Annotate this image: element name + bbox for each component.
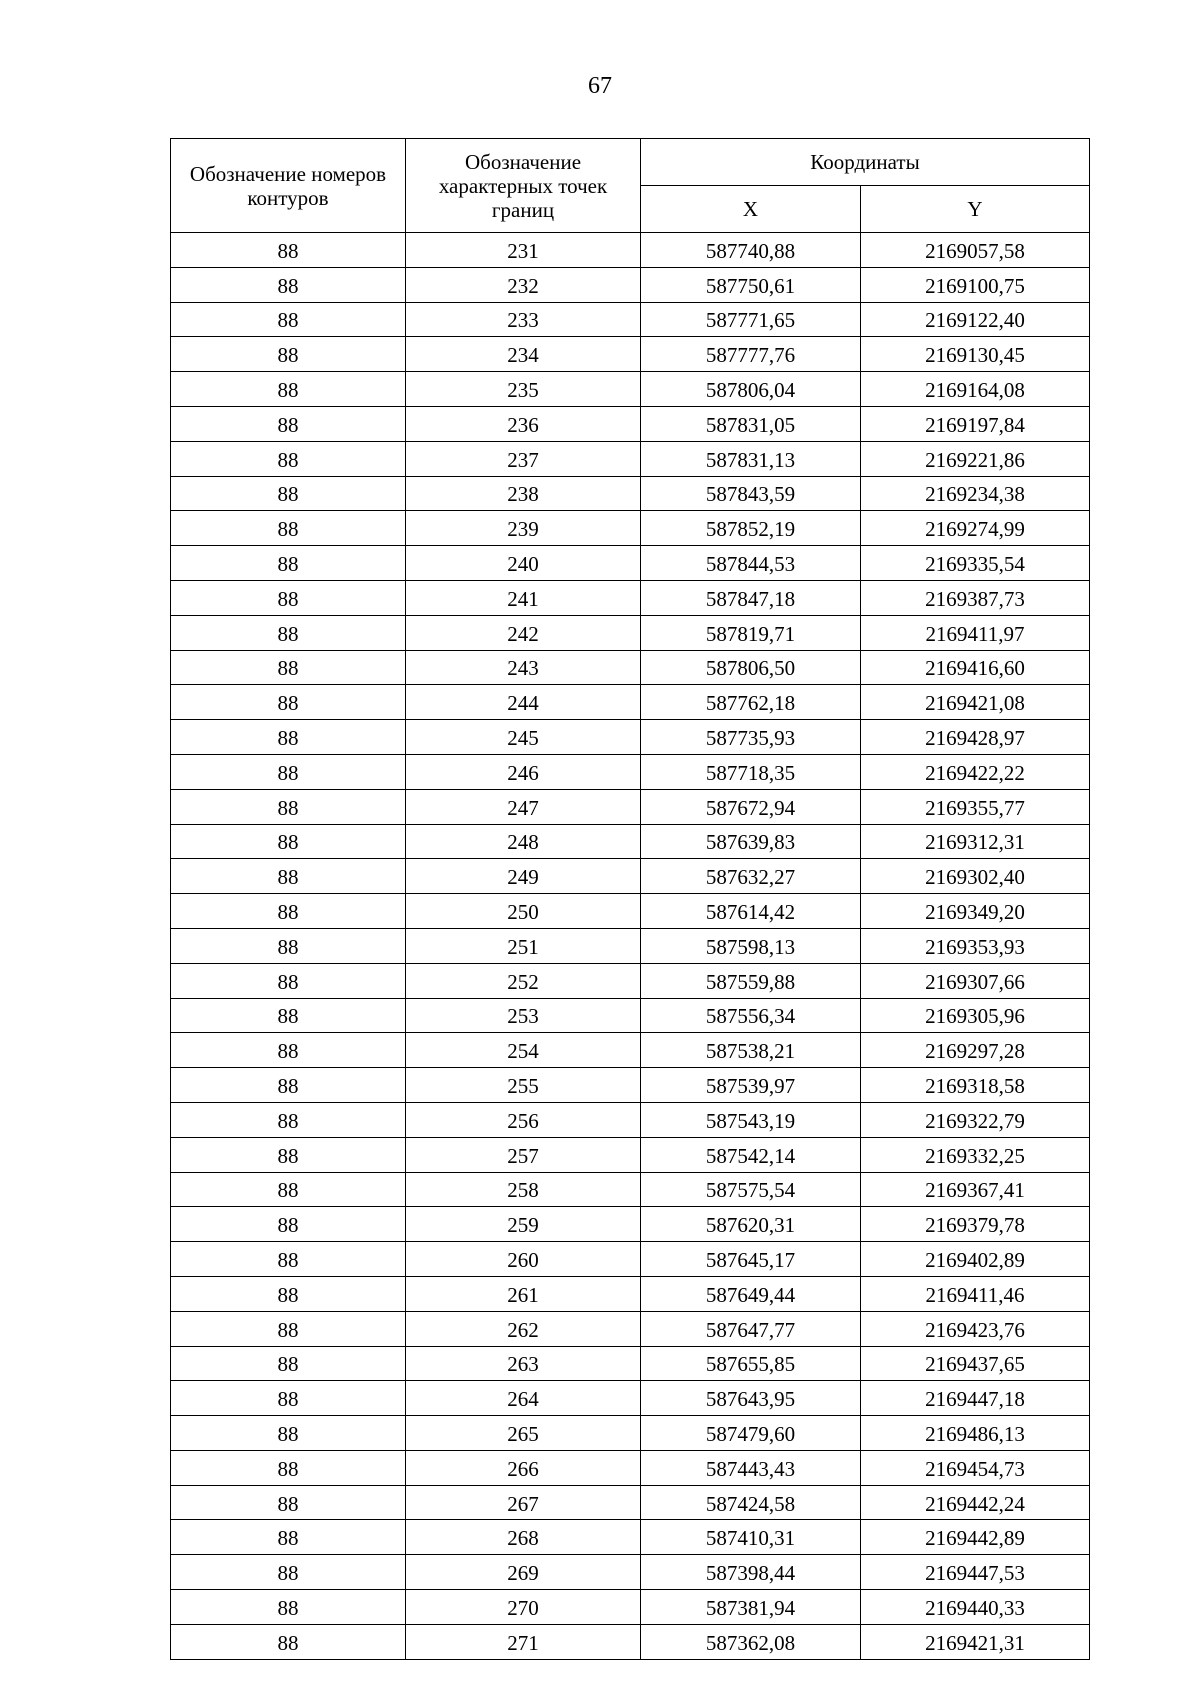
cell-contour: 88: [171, 859, 406, 894]
table-row: [171, 546, 1090, 581]
cell-y: 2169422,22: [861, 754, 1090, 789]
cell-x: 587643,95: [641, 1381, 861, 1416]
cell-y: 2169100,75: [861, 267, 1090, 302]
cell-y: 2169421,08: [861, 685, 1090, 720]
cell-point: 253: [406, 998, 641, 1033]
cell-point: 245: [406, 720, 641, 755]
table-row: [171, 963, 1090, 998]
table-row: [171, 1068, 1090, 1103]
cell-point: 260: [406, 1242, 641, 1277]
cell-contour: 88: [171, 337, 406, 372]
table-row: [171, 267, 1090, 302]
cell-point: 265: [406, 1416, 641, 1451]
cell-x: 587632,27: [641, 859, 861, 894]
table-row: [171, 859, 1090, 894]
cell-contour: 88: [171, 754, 406, 789]
cell-x: 587735,93: [641, 720, 861, 755]
cell-x: 587410,31: [641, 1520, 861, 1555]
cell-y: 2169312,31: [861, 824, 1090, 859]
cell-y: 2169355,77: [861, 789, 1090, 824]
cell-contour: 88: [171, 372, 406, 407]
cell-x: 587539,97: [641, 1068, 861, 1103]
cell-x: 587831,05: [641, 406, 861, 441]
cell-y: 2169318,58: [861, 1068, 1090, 1103]
cell-x: 587614,42: [641, 894, 861, 929]
cell-contour: 88: [171, 894, 406, 929]
cell-point: 264: [406, 1381, 641, 1416]
cell-contour: 88: [171, 824, 406, 859]
cell-x: 587542,14: [641, 1137, 861, 1172]
table-row: [171, 789, 1090, 824]
header-contour: Обозначение номеров контуров: [171, 139, 406, 233]
table-row: [171, 337, 1090, 372]
page-number: 67: [588, 73, 612, 99]
cell-y: 2169335,54: [861, 546, 1090, 581]
cell-point: 241: [406, 580, 641, 615]
cell-point: 255: [406, 1068, 641, 1103]
cell-y: 2169416,60: [861, 650, 1090, 685]
cell-x: 587362,08: [641, 1624, 861, 1659]
table-row: [171, 650, 1090, 685]
cell-contour: 88: [171, 789, 406, 824]
cell-point: 256: [406, 1102, 641, 1137]
cell-contour: 88: [171, 1276, 406, 1311]
cell-contour: 88: [171, 1207, 406, 1242]
cell-y: 2169428,97: [861, 720, 1090, 755]
cell-point: 262: [406, 1311, 641, 1346]
cell-x: 587771,65: [641, 302, 861, 337]
table-row: [171, 580, 1090, 615]
cell-y: 2169057,58: [861, 233, 1090, 268]
table-row: [171, 754, 1090, 789]
header-row: [171, 139, 1090, 186]
table-row: [171, 1346, 1090, 1381]
cell-contour: 88: [171, 1416, 406, 1451]
cell-x: 587538,21: [641, 1033, 861, 1068]
cell-x: 587777,76: [641, 337, 861, 372]
table-row: [171, 1172, 1090, 1207]
cell-y: 2169297,28: [861, 1033, 1090, 1068]
cell-y: 2169447,18: [861, 1381, 1090, 1416]
cell-point: 251: [406, 928, 641, 963]
table-row: [171, 1137, 1090, 1172]
cell-y: 2169387,73: [861, 580, 1090, 615]
cell-point: 248: [406, 824, 641, 859]
cell-x: 587424,58: [641, 1485, 861, 1520]
table-row: [171, 824, 1090, 859]
cell-x: 587762,18: [641, 685, 861, 720]
cell-point: 237: [406, 441, 641, 476]
cell-point: 249: [406, 859, 641, 894]
cell-y: 2169130,45: [861, 337, 1090, 372]
cell-point: 270: [406, 1590, 641, 1625]
cell-contour: 88: [171, 650, 406, 685]
cell-contour: 88: [171, 476, 406, 511]
cell-contour: 88: [171, 1033, 406, 1068]
cell-point: 246: [406, 754, 641, 789]
cell-y: 2169411,97: [861, 615, 1090, 650]
cell-x: 587598,13: [641, 928, 861, 963]
cell-contour: 88: [171, 928, 406, 963]
cell-x: 587556,34: [641, 998, 861, 1033]
cell-contour: 88: [171, 1624, 406, 1659]
cell-x: 587398,44: [641, 1555, 861, 1590]
cell-x: 587740,88: [641, 233, 861, 268]
table-header: [171, 139, 1090, 233]
cell-contour: 88: [171, 720, 406, 755]
cell-contour: 88: [171, 1346, 406, 1381]
cell-contour: 88: [171, 406, 406, 441]
table-row: [171, 1381, 1090, 1416]
cell-x: 587844,53: [641, 546, 861, 581]
cell-y: 2169164,08: [861, 372, 1090, 407]
cell-x: 587381,94: [641, 1590, 861, 1625]
cell-y: 2169322,79: [861, 1102, 1090, 1137]
cell-point: 271: [406, 1624, 641, 1659]
cell-point: 269: [406, 1555, 641, 1590]
table-row: [171, 511, 1090, 546]
cell-y: 2169379,78: [861, 1207, 1090, 1242]
cell-point: 261: [406, 1276, 641, 1311]
cell-point: 257: [406, 1137, 641, 1172]
cell-contour: 88: [171, 1172, 406, 1207]
table-row: [171, 1485, 1090, 1520]
table-row: [171, 1276, 1090, 1311]
cell-y: 2169302,40: [861, 859, 1090, 894]
cell-point: 234: [406, 337, 641, 372]
cell-y: 2169440,33: [861, 1590, 1090, 1625]
cell-y: 2169402,89: [861, 1242, 1090, 1277]
table-row: [171, 1624, 1090, 1659]
cell-x: 587559,88: [641, 963, 861, 998]
cell-y: 2169221,86: [861, 441, 1090, 476]
cell-contour: 88: [171, 1485, 406, 1520]
cell-contour: 88: [171, 302, 406, 337]
table-row: [171, 1590, 1090, 1625]
cell-y: 2169442,24: [861, 1485, 1090, 1520]
cell-point: 267: [406, 1485, 641, 1520]
table-row: [171, 1207, 1090, 1242]
cell-point: 240: [406, 546, 641, 581]
cell-x: 587806,04: [641, 372, 861, 407]
cell-point: 235: [406, 372, 641, 407]
cell-y: 2169349,20: [861, 894, 1090, 929]
table-row: [171, 685, 1090, 720]
cell-contour: 88: [171, 1520, 406, 1555]
table-row: [171, 928, 1090, 963]
table-row: [171, 1416, 1090, 1451]
cell-x: 587575,54: [641, 1172, 861, 1207]
header-coordinates: Координаты: [641, 139, 1090, 186]
cell-contour: 88: [171, 441, 406, 476]
cell-contour: 88: [171, 267, 406, 302]
cell-point: 233: [406, 302, 641, 337]
cell-contour: 88: [171, 1068, 406, 1103]
cell-contour: 88: [171, 1590, 406, 1625]
cell-x: 587649,44: [641, 1276, 861, 1311]
table-row: [171, 1450, 1090, 1485]
cell-x: 587672,94: [641, 789, 861, 824]
table-row: [171, 1311, 1090, 1346]
cell-x: 587718,35: [641, 754, 861, 789]
cell-contour: 88: [171, 1311, 406, 1346]
table-row: [171, 720, 1090, 755]
table-row: [171, 615, 1090, 650]
coordinates-table: [170, 138, 1090, 1660]
cell-y: 2169486,13: [861, 1416, 1090, 1451]
cell-y: 2169274,99: [861, 511, 1090, 546]
cell-y: 2169447,53: [861, 1555, 1090, 1590]
cell-contour: 88: [171, 1450, 406, 1485]
cell-y: 2169421,31: [861, 1624, 1090, 1659]
cell-y: 2169437,65: [861, 1346, 1090, 1381]
cell-point: 236: [406, 406, 641, 441]
cell-x: 587852,19: [641, 511, 861, 546]
table-row: [171, 998, 1090, 1033]
cell-contour: 88: [171, 546, 406, 581]
cell-point: 250: [406, 894, 641, 929]
cell-y: 2169423,76: [861, 1311, 1090, 1346]
table-row: [171, 1520, 1090, 1555]
cell-point: 242: [406, 615, 641, 650]
cell-point: 268: [406, 1520, 641, 1555]
cell-y: 2169411,46: [861, 1276, 1090, 1311]
cell-x: 587645,17: [641, 1242, 861, 1277]
cell-point: 266: [406, 1450, 641, 1485]
table-row: [171, 1242, 1090, 1277]
cell-contour: 88: [171, 963, 406, 998]
cell-point: 238: [406, 476, 641, 511]
header-x: X: [641, 186, 861, 233]
cell-y: 2169197,84: [861, 406, 1090, 441]
table-body: [171, 233, 1090, 1660]
cell-contour: 88: [171, 1242, 406, 1277]
cell-y: 2169353,93: [861, 928, 1090, 963]
table-row: [171, 406, 1090, 441]
cell-x: 587806,50: [641, 650, 861, 685]
cell-x: 587655,85: [641, 1346, 861, 1381]
cell-contour: 88: [171, 233, 406, 268]
cell-point: 247: [406, 789, 641, 824]
cell-x: 587831,13: [641, 441, 861, 476]
cell-y: 2169454,73: [861, 1450, 1090, 1485]
cell-point: 258: [406, 1172, 641, 1207]
cell-x: 587543,19: [641, 1102, 861, 1137]
table-row: [171, 302, 1090, 337]
cell-x: 587819,71: [641, 615, 861, 650]
cell-contour: 88: [171, 580, 406, 615]
cell-point: 259: [406, 1207, 641, 1242]
cell-contour: 88: [171, 615, 406, 650]
table-row: [171, 476, 1090, 511]
cell-contour: 88: [171, 685, 406, 720]
cell-point: 244: [406, 685, 641, 720]
cell-x: 587479,60: [641, 1416, 861, 1451]
table-row: [171, 894, 1090, 929]
cell-contour: 88: [171, 1555, 406, 1590]
cell-point: 263: [406, 1346, 641, 1381]
cell-x: 587443,43: [641, 1450, 861, 1485]
cell-x: 587647,77: [641, 1311, 861, 1346]
header-point: Обозначение характерных точек границ: [406, 139, 641, 233]
cell-contour: 88: [171, 1137, 406, 1172]
table-row: [171, 1555, 1090, 1590]
cell-y: 2169442,89: [861, 1520, 1090, 1555]
table-row: [171, 1033, 1090, 1068]
cell-contour: 88: [171, 1102, 406, 1137]
table-row: [171, 1102, 1090, 1137]
cell-x: 587847,18: [641, 580, 861, 615]
cell-point: 232: [406, 267, 641, 302]
cell-x: 587639,83: [641, 824, 861, 859]
cell-point: 243: [406, 650, 641, 685]
cell-x: 587843,59: [641, 476, 861, 511]
cell-x: 587750,61: [641, 267, 861, 302]
cell-x: 587620,31: [641, 1207, 861, 1242]
table-row: [171, 441, 1090, 476]
table-row: [171, 233, 1090, 268]
cell-y: 2169234,38: [861, 476, 1090, 511]
cell-y: 2169307,66: [861, 963, 1090, 998]
cell-contour: 88: [171, 511, 406, 546]
header-y: Y: [861, 186, 1090, 233]
cell-y: 2169305,96: [861, 998, 1090, 1033]
cell-contour: 88: [171, 998, 406, 1033]
cell-point: 239: [406, 511, 641, 546]
cell-point: 231: [406, 233, 641, 268]
cell-point: 254: [406, 1033, 641, 1068]
cell-y: 2169367,41: [861, 1172, 1090, 1207]
cell-contour: 88: [171, 1381, 406, 1416]
cell-point: 252: [406, 963, 641, 998]
cell-y: 2169332,25: [861, 1137, 1090, 1172]
cell-y: 2169122,40: [861, 302, 1090, 337]
table-row: [171, 372, 1090, 407]
